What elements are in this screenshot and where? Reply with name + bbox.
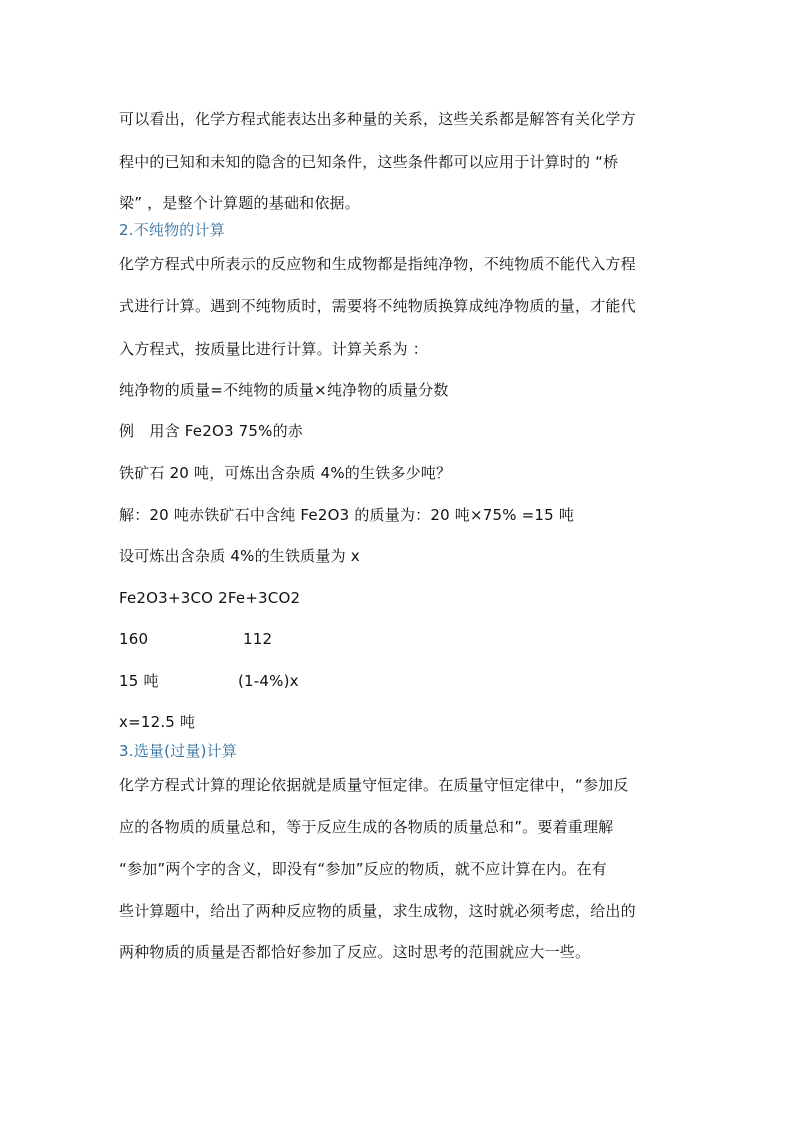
paragraph-line: 些计算题中，给出了两种反应物的质量，求生成物，这时就必须考虑，给出的 [119, 902, 636, 920]
paragraph-line: 式进行计算。遇到不纯物质时，需要将不纯物质换算成纯净物质的量，才能代 [119, 297, 636, 315]
mass-left: 15 吨 [119, 672, 159, 690]
solution-line: 解：20 吨赤铁矿石中含纯 Fe2O3 的质量为：20 吨×75% =15 吨 [119, 506, 575, 524]
section-heading: 2.不纯物的计算 [119, 221, 225, 239]
paragraph-line: 可以看出，化学方程式能表达出多种量的关系，这些关系都是解答有关化学方 [119, 110, 636, 128]
chemical-equation: Fe2O3+3CO 2Fe+3CO2 [119, 589, 301, 607]
mass-right: (1-4%)x [238, 672, 299, 690]
answer-line: x=12.5 吨 [119, 713, 196, 731]
paragraph-line: 程中的已知和未知的隐含的已知条件，这些条件都可以应用于计算时的 “桥 [119, 153, 619, 171]
paragraph-line: 化学方程式计算的理论依据就是质量守恒定律。在质量守恒定律中，“参加反 [119, 776, 629, 794]
paragraph-line: 入方程式，按质量比进行计算。计算关系为 ： [119, 340, 428, 358]
formula-line: 纯净物的质量=不纯物的质量×纯净物的质量分数 [119, 381, 449, 399]
example-line: 例 用含 Fe2O3 75%的赤 [119, 422, 304, 440]
example-line: 铁矿石 20 吨，可炼出含杂质 4%的生铁多少吨？ [119, 464, 452, 482]
paragraph-line: “参加”两个字的含义，即没有“参加”反应的物质，就不应计算在内。在有 [119, 860, 607, 878]
ratio-right: 112 [243, 630, 273, 648]
paragraph-line: 应的各物质的质量总和，等于反应生成的各物质的质量总和”。要着重理解 [119, 818, 614, 836]
paragraph-line: 化学方程式中所表示的反应物和生成物都是指纯净物，不纯物质不能代入方程 [119, 255, 636, 273]
solution-line: 设可炼出含杂质 4%的生铁质量为 x [119, 547, 360, 565]
section-heading: 3.选量(过量)计算 [119, 742, 238, 760]
paragraph-line: 两种物质的质量是否都恰好参加了反应。这时思考的范围就应大一些。 [119, 943, 591, 961]
ratio-left: 160 [119, 630, 149, 648]
paragraph-line: 梁” ，是整个计算题的基础和依据。 [119, 194, 360, 212]
